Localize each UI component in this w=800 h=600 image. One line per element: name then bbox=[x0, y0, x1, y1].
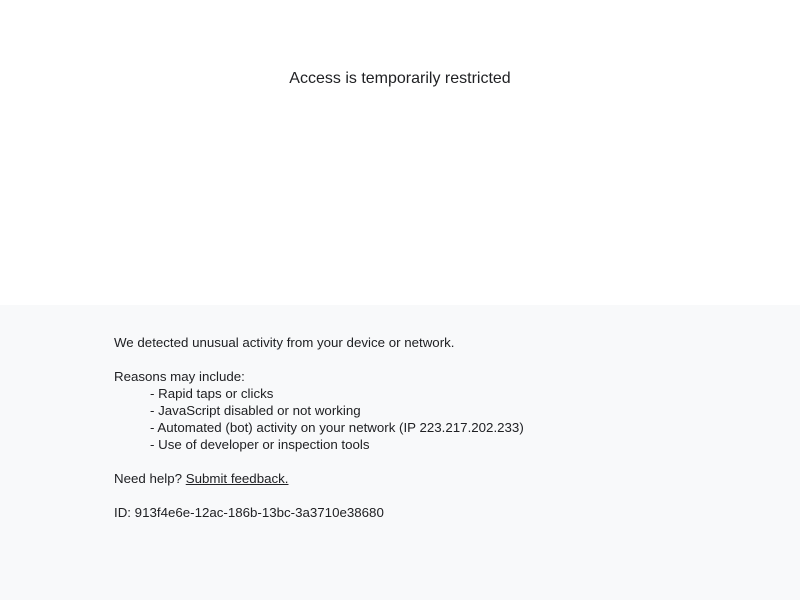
list-item: - JavaScript disabled or not working bbox=[150, 403, 361, 418]
help-line bbox=[114, 470, 800, 487]
details-content bbox=[0, 305, 800, 521]
details-section bbox=[0, 305, 800, 600]
reasons-intro: Reasons may include: bbox=[114, 369, 245, 384]
reasons-list bbox=[114, 385, 800, 453]
list-item: - Rapid taps or clicks bbox=[150, 386, 274, 401]
page-title: Access is temporarily restricted bbox=[289, 70, 511, 87]
detection-message: We detected unusual activity from your device or network. bbox=[114, 335, 455, 350]
help-prefix-text: Need help? bbox=[114, 471, 183, 486]
request-id: ID: 913f4e6e-12ac-186b-13bc-3a3710e38680 bbox=[114, 505, 384, 520]
list-item: - Automated (bot) activity on your network (IP 223.217.202.233) bbox=[150, 420, 524, 435]
list-item: - Use of developer or inspection tools bbox=[150, 437, 370, 452]
submit-feedback-link[interactable]: Submit feedback. bbox=[185, 471, 289, 486]
